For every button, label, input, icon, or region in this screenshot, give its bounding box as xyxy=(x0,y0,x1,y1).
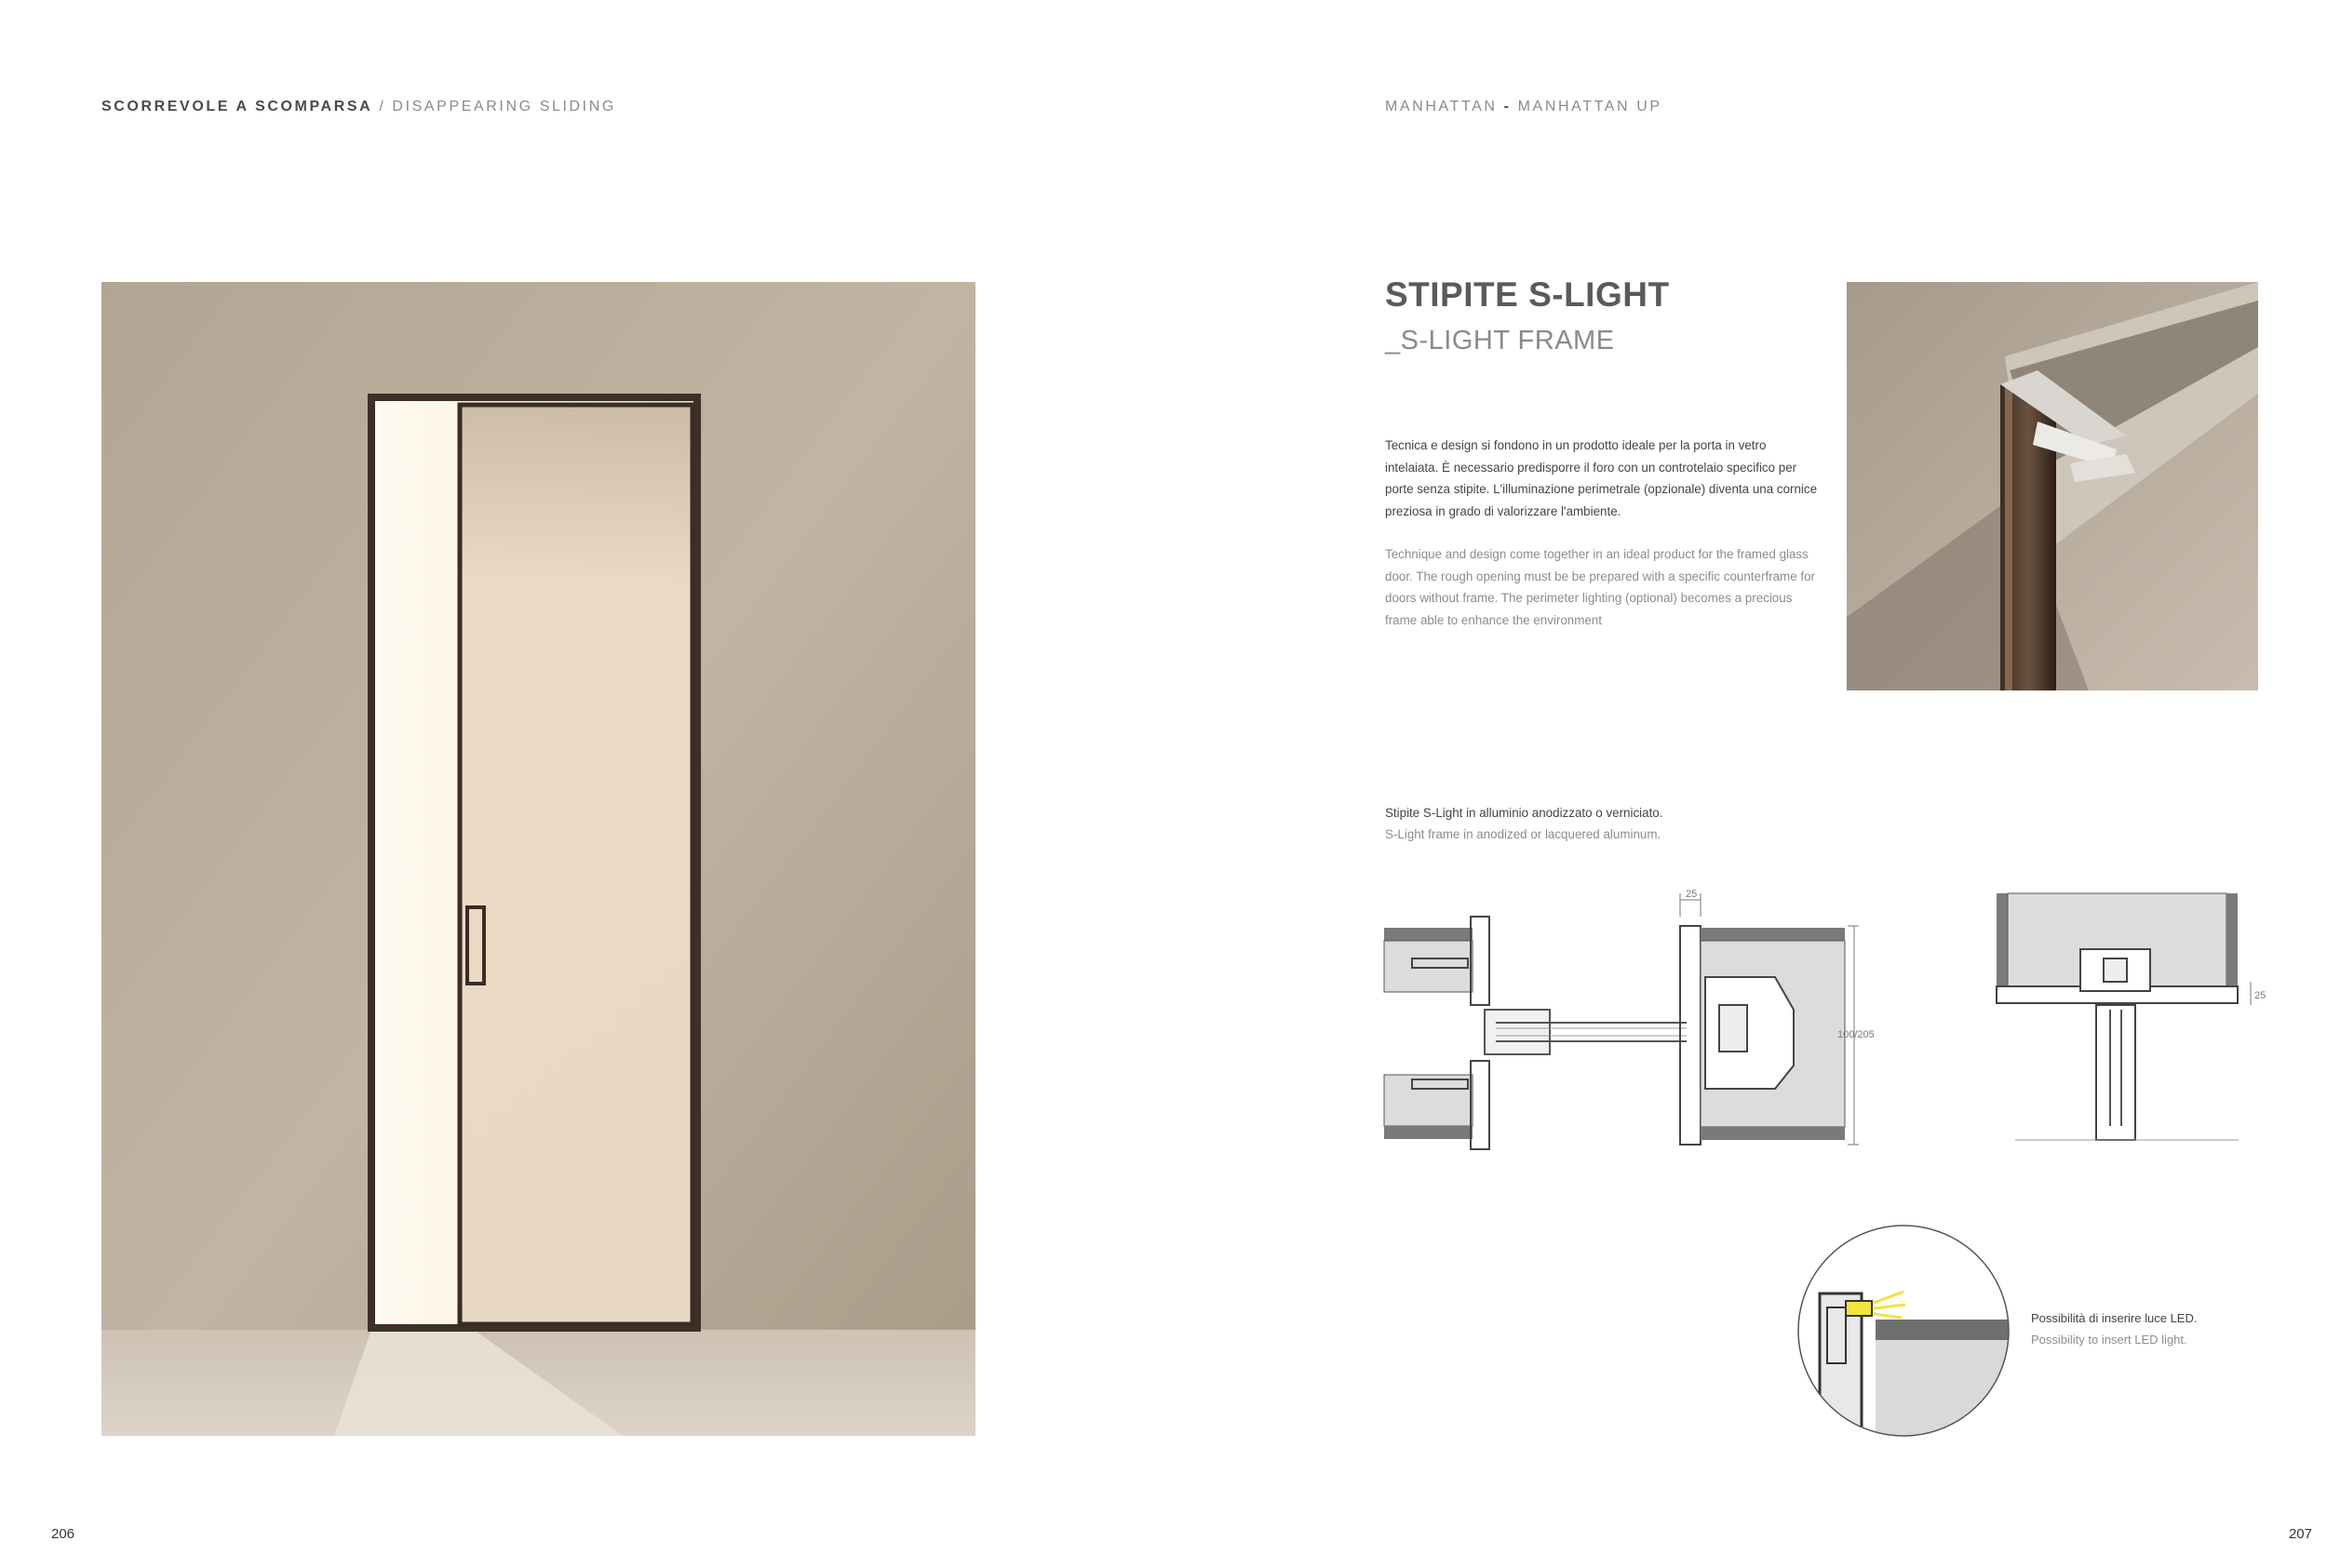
material-caption-italian: Stipite S-Light in alluminio anodizzato o verniciato. xyxy=(1385,806,1663,820)
page-number-right: 207 xyxy=(2288,1526,2312,1542)
description-italian: Tecnica e design si fondono in un prodotto ideale per la porta in vetro intelaiata. È necessario predisporre il foro con un controtelaio specifico per porte senza stipite. L'illuminazione perimetrale (opzionale) diventa una cornice preziosa in grado di valorizzare l'ambiente. xyxy=(1385,438,1818,518)
product-title: STIPITE S-LIGHT xyxy=(1385,275,1670,314)
collection-name: MANHATTAN xyxy=(1385,99,1498,114)
collection-separator: - xyxy=(1497,99,1518,114)
wall-thickness-dimension: 100/205 xyxy=(1837,1029,1875,1040)
section-header xyxy=(101,99,616,115)
side-offset-dimension: 25 xyxy=(2254,990,2266,1001)
section-title-it: SCORREVOLE A SCOMPARSA xyxy=(101,99,373,114)
vertical-section-drawing xyxy=(1992,889,2280,1154)
description-english: Technique and design come together in an ideal product for the framed glass door. The rough opening must be be prepared with a specific counterframe for doors without frame. The perimeter lighting (optional) becomes a precious frame able to enhance the environment xyxy=(1385,547,1816,627)
led-detail-drawing xyxy=(1792,1219,2015,1442)
led-caption-english: Possibility to insert LED light. xyxy=(2031,1333,2187,1347)
material-caption-english: S-Light frame in anodized or lacquered aluminum. xyxy=(1385,827,1661,841)
plan-section-drawing xyxy=(1384,889,1875,1168)
section-title-en: / DISAPPEARING SLIDING xyxy=(372,99,616,114)
frame-detail-photo xyxy=(1847,282,2258,690)
collection-header xyxy=(1385,99,1662,115)
led-caption-italian: Possibilità di inserire luce LED. xyxy=(2031,1311,2198,1325)
collection-name-up: MANHATTAN UP xyxy=(1517,99,1662,114)
product-subtitle: _S-LIGHT FRAME xyxy=(1385,326,1615,355)
frame-width-dimension: 25 xyxy=(1686,889,1698,900)
page-number-left: 206 xyxy=(51,1526,75,1542)
door-photo xyxy=(101,282,975,1436)
